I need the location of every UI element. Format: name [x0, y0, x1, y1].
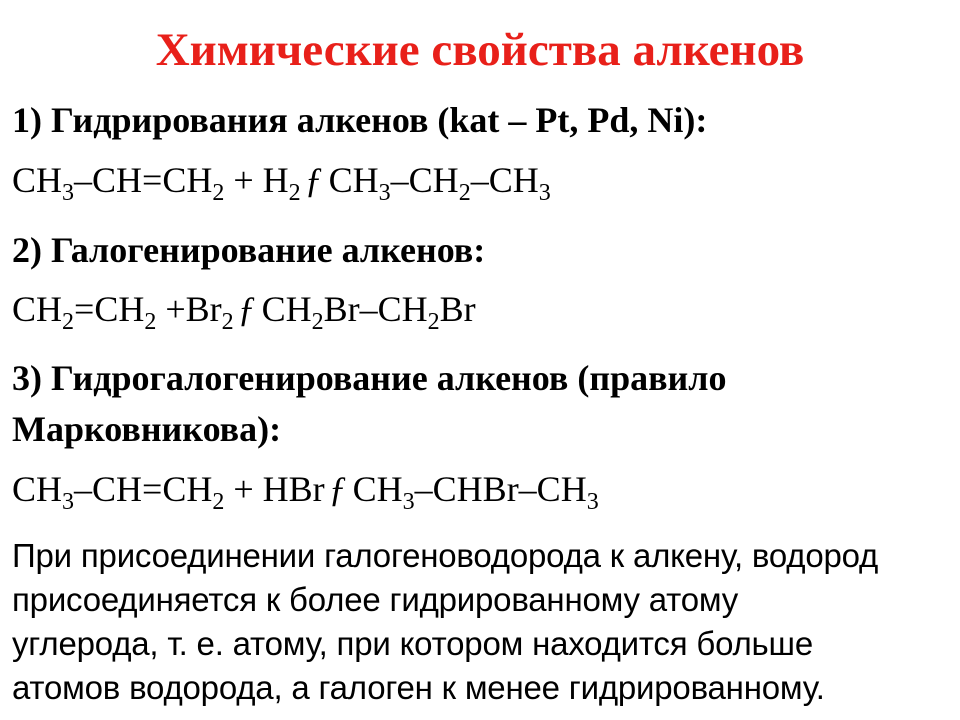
formula-text: –CH: [470, 160, 539, 200]
section-3-heading-line-1: 3) Гидрогалогенирование алкенов (правило: [12, 358, 727, 398]
reaction-arrow-icon: ƒ: [237, 289, 256, 329]
formula-subscript: 3: [62, 489, 75, 515]
formula-text: + HBr: [224, 469, 325, 509]
section-2-heading: 2) Галогенирование алкенов:: [12, 230, 486, 270]
formula-text: Br–CH: [323, 289, 428, 329]
formula-subscript: 2: [458, 180, 471, 206]
formula-subscript: 2: [212, 489, 225, 515]
formula-text: Br: [439, 289, 476, 329]
reaction-arrow-icon: ƒ: [304, 160, 323, 200]
formula-text: =CH: [74, 289, 145, 329]
formula-subscript: 3: [62, 180, 75, 206]
formula-subscript: 2: [311, 309, 324, 335]
formula-subscript: 2: [288, 180, 301, 206]
formula-text: CH: [12, 160, 63, 200]
formula-subscript: 3: [378, 180, 391, 206]
formula-subscript: 2: [144, 309, 157, 335]
formula-text: CH: [328, 160, 379, 200]
formula-subscript: 2: [62, 309, 75, 335]
rule-line: При присоединении галогеноводорода к алкену, водород: [12, 537, 879, 574]
rule-line: углерода, т. е. атому, при котором находится больше: [12, 625, 813, 662]
section-1-heading: 1) Гидрирования алкенов (kat – Pt, Pd, Ni):: [12, 100, 708, 140]
formula-text: –CHBr–CH: [414, 469, 587, 509]
formula-text: CH: [261, 289, 312, 329]
section-3-equation: [12, 466, 599, 515]
rule-line: присоединяется к более гидрированному атому: [12, 581, 739, 618]
formula-text: –CH: [390, 160, 459, 200]
formula-text: CH: [12, 469, 63, 509]
formula-text: +Br: [156, 289, 222, 329]
section-1-equation: [12, 157, 551, 206]
formula-subscript: 3: [586, 489, 599, 515]
formula-subscript: 2: [427, 309, 440, 335]
section-3-heading-line-2: Марковникова):: [12, 409, 282, 449]
formula-text: + H: [224, 160, 289, 200]
section-2-equation: [12, 286, 476, 335]
formula-subscript: 2: [212, 180, 225, 206]
slide-title: Химические свойства алкенов: [155, 24, 805, 76]
formula-subscript: 3: [402, 489, 415, 515]
rule-line: атомов водорода, а галоген к менее гидрированному.: [12, 669, 825, 706]
reaction-arrow-icon: ƒ: [328, 469, 347, 509]
formula-text: CH: [352, 469, 403, 509]
formula-text: –CH=CH: [74, 469, 213, 509]
formula-subscript: 3: [538, 180, 551, 206]
formula-text: CH: [12, 289, 63, 329]
formula-text: –CH=CH: [74, 160, 213, 200]
markovnikov-rule-text: [12, 534, 952, 710]
formula-subscript: 2: [221, 309, 234, 335]
